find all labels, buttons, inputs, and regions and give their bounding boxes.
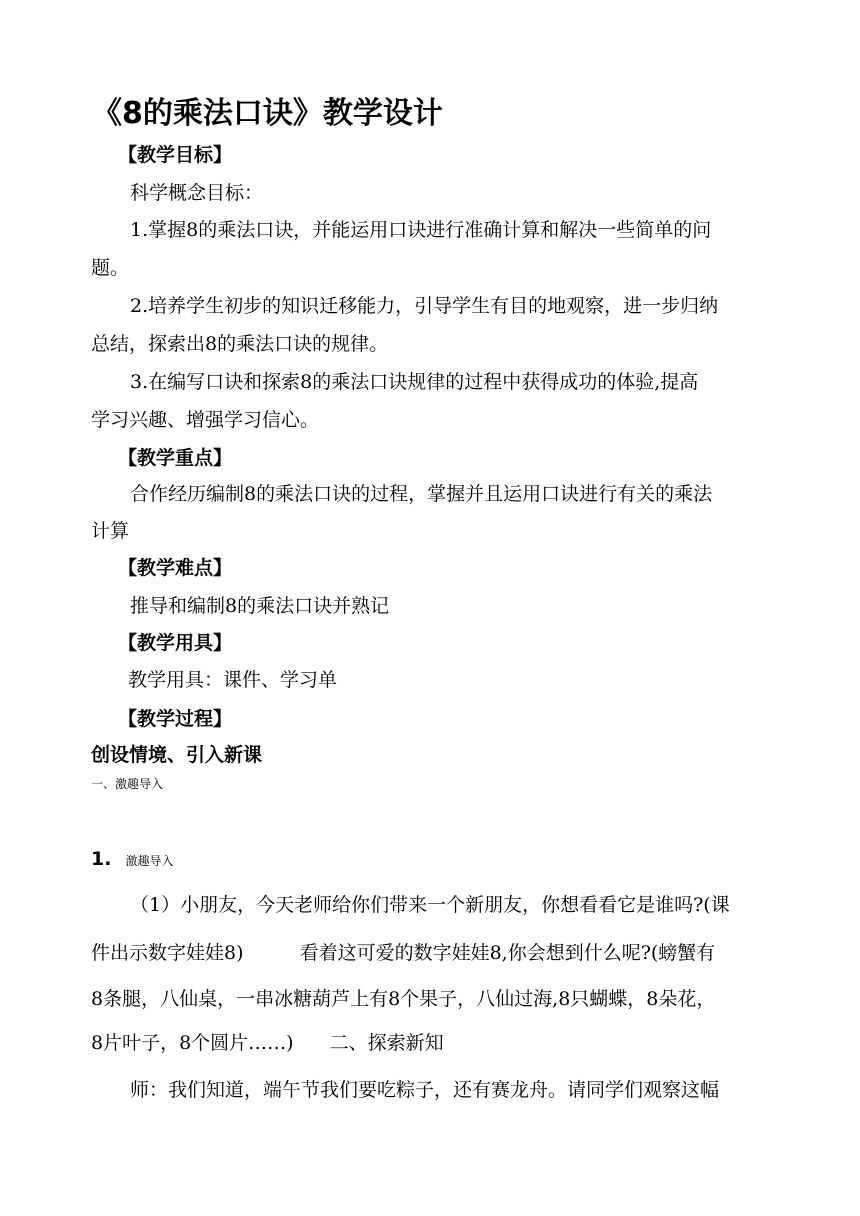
paragraph-1-line-4 [91,1028,444,1055]
key-points-line-1: 合作经历编制8的乘法口诀的过程，掌握并且运用口诀进行有关的乘法 [130,483,713,505]
document-title: 《8的乘法口诀》教学设计 [92,96,443,131]
paragraph-1-line-2-part-b: 看着这可爱的数字娃娃8,你会想到什么呢?(螃蟹有 [299,942,716,964]
paragraph-1-line-2 [91,938,715,965]
section-2-title: 二、探索新知 [329,1032,444,1054]
paragraph-1-line-1: （1）小朋友，今天老师给你们带来一个新朋友，你想看看它是谁吗?(课 [130,894,730,916]
tools-text: 教学用具：课件、学习单 [128,669,338,691]
step-1-label: 激趣导入 [125,854,174,868]
key-points-line-2: 计算 [91,520,130,542]
goals-heading: 【教学目标】 [118,144,233,166]
process-subheading: 创设情境、引入新课 [91,744,263,766]
step-1-number: 1. [91,848,112,870]
goal-2-line-2: 总结，探索出8的乘法口诀的规律。 [91,333,389,355]
step-1-heading [91,848,173,870]
key-points-heading: 【教学重点】 [118,447,233,469]
paragraph-1-line-3: 8条腿，八仙桌，一串冰糖葫芦上有8个果子，八仙过海,8只蝴蝶，8朵花， [91,988,716,1010]
tools-heading: 【教学用具】 [118,632,233,654]
paragraph-1-line-4-part-a: 8片叶子，8个圆片……) [91,1032,294,1054]
goal-2-line-1: 2.培养学生初步的知识迁移能力，引导学生有目的地观察，进一步归纳 [130,295,719,317]
paragraph-1-line-2-part-a: 件出示数字娃娃8) [91,942,244,964]
process-heading: 【教学过程】 [118,708,233,730]
goals-subheading: 科学概念目标： [130,182,264,204]
part-1-label: 一、激趣导入 [91,777,164,791]
paragraph-2-line-1: 师：我们知道，端午节我们要吃粽子，还有赛龙舟。请同学们观察这幅 [130,1079,720,1101]
goal-1-line-1: 1.掌握8的乘法口诀，并能运用口诀进行准确计算和解决一些简单的问 [130,219,712,241]
difficulty-text: 推导和编制8的乘法口诀并熟记 [130,595,390,617]
goal-3-line-2: 学习兴趣、增强学习信心。 [91,409,320,431]
goal-3-line-1: 3.在编写口诀和探索8的乘法口诀规律的过程中获得成功的体验,提高 [130,371,699,393]
difficulty-heading: 【教学难点】 [118,557,233,579]
goal-1-line-2: 题。 [91,257,130,279]
